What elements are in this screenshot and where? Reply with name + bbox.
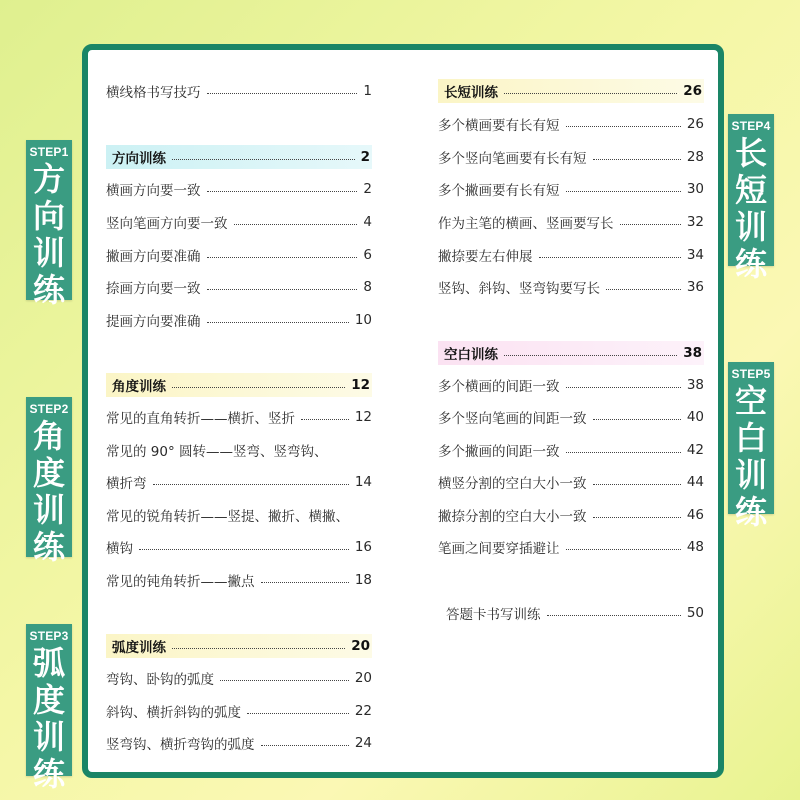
step4-tag — [728, 114, 774, 283]
leader-dots — [207, 321, 349, 323]
step-label: STEP3 — [29, 629, 69, 643]
toc-entry[interactable] — [438, 470, 704, 494]
section-heading-title: 长短训练 — [444, 85, 498, 101]
toc-entry-title: 横画方向要一致 — [106, 183, 201, 199]
toc-entry-title: 多个竖向笔画的间距一致 — [438, 411, 587, 427]
toc-entry-title: 多个横画要有长有短 — [438, 118, 560, 134]
toc-entry[interactable] — [438, 535, 704, 559]
toc-entry-title: 多个横画的间距一致 — [438, 379, 560, 395]
toc-entry-title: 撇捺分割的空白大小一致 — [438, 509, 587, 525]
toc-entry-page: 8 — [363, 279, 372, 295]
toc-entry[interactable] — [438, 405, 704, 429]
leader-dots — [172, 647, 345, 649]
step-label: STEP5 — [731, 367, 771, 381]
leader-dots — [593, 483, 681, 485]
toc-entry-title: 横折弯 — [106, 476, 147, 492]
toc-entry-title: 笔画之间要穿插避让 — [438, 541, 560, 557]
step-title: 角度训练 — [32, 417, 65, 566]
toc-entry-page: 24 — [354, 735, 372, 751]
toc-entry-title: 竖钩、斜钩、竖弯钩要写长 — [438, 281, 600, 297]
toc-entry[interactable] — [438, 373, 704, 397]
toc-entry[interactable] — [438, 210, 704, 234]
toc-entry-title: 横线格书写技巧 — [106, 85, 201, 101]
toc-entry[interactable] — [106, 308, 372, 332]
toc-entry[interactable] — [438, 503, 704, 527]
leader-dots — [566, 548, 681, 550]
toc-entry-page: 32 — [686, 214, 704, 230]
toc-entry-page: 36 — [686, 279, 704, 295]
toc-entry-page: 18 — [354, 572, 372, 588]
toc-entry-title: 常见的锐角转折——竖提、撇折、横撇、 — [106, 509, 349, 525]
toc-entry-page: 6 — [363, 247, 372, 263]
section-heading-title: 方向训练 — [112, 151, 166, 167]
toc-entry-title: 横钩 — [106, 541, 133, 557]
toc-entry-title: 常见的 90° 圆转——竖弯、竖弯钩、 — [106, 444, 328, 460]
toc-entry-title: 撇画方向要准确 — [106, 249, 201, 265]
leader-dots — [207, 288, 358, 290]
toc-entry-line2[interactable] — [106, 535, 372, 559]
toc-entry-page: 26 — [686, 116, 704, 132]
toc-entry[interactable] — [106, 210, 372, 234]
toc-entry-page: 28 — [686, 149, 704, 165]
step1-tag — [26, 140, 72, 309]
toc-entry-title: 撇捺要左右伸展 — [438, 249, 533, 265]
section-heading-title: 角度训练 — [112, 379, 166, 395]
toc-entry[interactable] — [106, 79, 372, 103]
leader-dots — [234, 223, 358, 225]
leader-dots — [207, 190, 358, 192]
step-title: 方向训练 — [32, 160, 65, 309]
toc-entry-title: 横竖分割的空白大小一致 — [438, 476, 587, 492]
toc-entry[interactable] — [438, 177, 704, 201]
step5-tag — [728, 362, 774, 531]
step-label: STEP2 — [29, 402, 69, 416]
leader-dots — [247, 712, 349, 714]
toc-entry-title: 弯钩、卧钩的弧度 — [106, 672, 214, 688]
leader-dots — [220, 679, 349, 681]
leader-dots — [593, 158, 681, 160]
toc-entry-page: 50 — [686, 605, 704, 621]
toc-page — [82, 44, 724, 778]
step-label: STEP4 — [731, 119, 771, 133]
toc-entry[interactable] — [438, 243, 704, 267]
leader-dots — [566, 125, 681, 127]
step-label: STEP1 — [29, 145, 69, 159]
leader-dots — [593, 516, 681, 518]
toc-entry-title: 斜钩、横折斜钩的弧度 — [106, 705, 241, 721]
section-heading-blank[interactable] — [438, 341, 704, 365]
toc-entry-page: 10 — [354, 312, 372, 328]
toc-entry[interactable] — [106, 699, 372, 723]
toc-entry[interactable] — [106, 243, 372, 267]
toc-entry-page: 14 — [354, 474, 372, 490]
leader-dots — [172, 158, 355, 160]
step-title: 弧度训练 — [32, 644, 65, 793]
leader-dots — [261, 744, 349, 746]
toc-entry[interactable] — [106, 177, 372, 201]
leader-dots — [504, 354, 677, 356]
toc-entry-page: 40 — [686, 409, 704, 425]
toc-entry-page: 22 — [354, 703, 372, 719]
toc-entry-title: 答题卡书写训练 — [446, 607, 541, 623]
step3-tag — [26, 624, 72, 793]
toc-entry[interactable] — [106, 666, 372, 690]
toc-entry-page: 42 — [686, 442, 704, 458]
section-heading-page: 2 — [360, 149, 370, 165]
section-heading-page: 26 — [683, 83, 702, 99]
leader-dots — [539, 256, 681, 258]
toc-entry-page: 12 — [354, 409, 372, 425]
leader-dots — [566, 190, 681, 192]
toc-entry-title: 捺画方向要一致 — [106, 281, 201, 297]
toc-entry-title: 提画方向要准确 — [106, 314, 201, 330]
toc-entry-title: 竖向笔画方向要一致 — [106, 216, 228, 232]
step2-tag — [26, 397, 72, 566]
toc-entry-title: 多个撇画的间距一致 — [438, 444, 560, 460]
toc-entry[interactable] — [106, 731, 372, 755]
section-heading-title: 弧度训练 — [112, 640, 166, 656]
section-heading-title: 空白训练 — [444, 347, 498, 363]
leader-dots — [207, 92, 358, 94]
leader-dots — [620, 223, 681, 225]
section-heading-page: 38 — [683, 345, 702, 361]
leader-dots — [593, 418, 681, 420]
toc-entry[interactable] — [106, 275, 372, 299]
toc-entry-title: 常见的钝角转折——撇点 — [106, 574, 255, 590]
leader-dots — [139, 548, 349, 550]
toc-entry-line2[interactable] — [106, 470, 372, 494]
toc-entry-page: 20 — [354, 670, 372, 686]
toc-entry-page: 30 — [686, 181, 704, 197]
toc-entry-answer-card[interactable] — [438, 601, 704, 625]
toc-entry-page: 1 — [363, 83, 372, 99]
section-heading-arc[interactable] — [106, 634, 372, 658]
leader-dots — [301, 418, 349, 420]
leader-dots — [547, 614, 681, 616]
toc-entry-title: 多个撇画要有长有短 — [438, 183, 560, 199]
toc-entry-page: 2 — [363, 181, 372, 197]
toc-entry-page: 48 — [686, 539, 704, 555]
toc-entry-page: 4 — [363, 214, 372, 230]
section-heading-direction[interactable] — [106, 145, 372, 169]
leader-dots — [566, 451, 681, 453]
toc-entry-title: 常见的直角转折——横折、竖折 — [106, 411, 295, 427]
toc-entry[interactable] — [438, 112, 704, 136]
toc-entry-title: 作为主笔的横画、竖画要写长 — [438, 216, 614, 232]
step-title: 长短训练 — [734, 134, 767, 283]
toc-entry-page: 46 — [686, 507, 704, 523]
toc-entry-line1[interactable] — [106, 503, 372, 527]
toc-entry-page: 44 — [686, 474, 704, 490]
step-title: 空白训练 — [734, 382, 767, 531]
leader-dots — [606, 288, 681, 290]
leader-dots — [261, 581, 349, 583]
toc-entry-page: 34 — [686, 247, 704, 263]
leader-dots — [504, 92, 677, 94]
leader-dots — [153, 483, 349, 485]
toc-entry-title: 竖弯钩、横折弯钩的弧度 — [106, 737, 255, 753]
section-heading-page: 12 — [351, 377, 370, 393]
toc-entry-title: 多个竖向笔画要有长有短 — [438, 151, 587, 167]
toc-entry[interactable] — [438, 438, 704, 462]
leader-dots — [207, 256, 358, 258]
toc-entry-page: 16 — [354, 539, 372, 555]
leader-dots — [172, 386, 345, 388]
toc-entry-page: 38 — [686, 377, 704, 393]
leader-dots — [566, 386, 681, 388]
toc-entry[interactable] — [438, 275, 704, 299]
toc-entry-line1[interactable] — [106, 438, 372, 462]
toc-entry[interactable] — [438, 145, 704, 169]
toc-entry[interactable] — [106, 568, 372, 592]
section-heading-angle[interactable] — [106, 373, 372, 397]
section-heading-length[interactable] — [438, 79, 704, 103]
section-heading-page: 20 — [351, 638, 370, 654]
toc-entry[interactable] — [106, 405, 372, 429]
